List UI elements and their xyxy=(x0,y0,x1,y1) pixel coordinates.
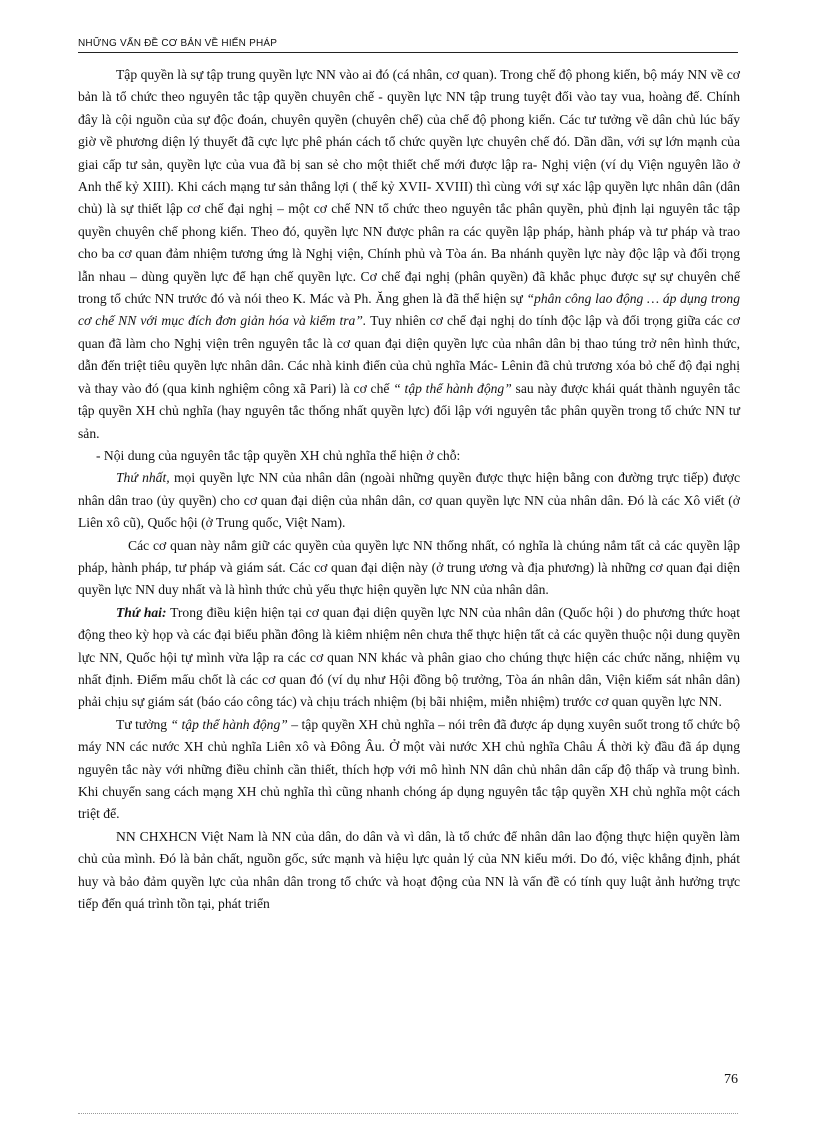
text-segment: “phân công lao động … áp dụng trong cơ chế NN với mục đích đơn giản hóa và kiểm tra”. xyxy=(78,291,741,329)
paragraph xyxy=(78,535,740,602)
paragraph xyxy=(78,826,740,916)
text-segment: “ tập thể hành động” xyxy=(393,380,512,396)
text-segment: Thứ nhất, xyxy=(116,470,170,486)
text-segment: sau này được khái quát thành nguyên tắc tập quyền XH chủ nghĩa (hay nguyên tắc thống nhất quyền lực) đối lập với nguyên tắc phân quyền trong tổ chức NN tư sản. xyxy=(78,380,740,441)
text-segment: Tuy nhiên cơ chế đại nghị do tính độc lập và đối trọng giữa các cơ quan đã làm cho Nghị viện trên nguyên tắc là cơ quan đại diện quyền lực của nhân dân bị thao túng trở nên hình thức, dẫn đến triệt tiêu quyền lực nhân dân. Các nhà kinh điển của chủ nghĩa Mác- Lênin đã chủ trương xóa bỏ chế độ đại nghị và thay vào đó (qua kinh nghiệm công xã Pari) là cơ chế xyxy=(78,313,740,396)
text-segment: – tập quyền XH chủ nghĩa – nói trên đã được áp dụng xuyên suốt trong tổ chức bộ máy NN các nước XH chủ nghĩa Liên xô và Đông Âu. Ở một vài nước XH chủ nghĩa Châu Á thời kỳ đầu đã áp dụng nguyên tắc này với những điều chỉnh cần thiết, thích hợp với mô hình NN dân chủ nhân dân cấp độ thấp và trung bình. Khi chuyển sang cách mạng XH chủ nghĩa thì cũng nhanh chóng áp dụng nguyên tắc tập quyền XH chủ nghĩa một cách triệt để. xyxy=(78,716,741,822)
paragraph xyxy=(78,445,740,467)
text-segment: Thứ hai: xyxy=(116,604,167,620)
text-segment: NN CHXHCN Việt Nam là NN của dân, do dân và vì dân, là tổ chức để nhân dân lao động thực hiện quyền làm chủ của mình. Đó là bản chất, nguồn gốc, sức mạnh và hiệu lực quản lý của NN kiểu mới. Do đó, việc khẳng định, phát huy và bảo đảm quyền lực của nhân dân trong tổ chức và hoạt động của NN là vấn đề có tính quy luật ảnh hưởng trực tiếp đến quá trình tồn tại, phát triển xyxy=(78,828,740,912)
page-number: 76 xyxy=(724,1072,738,1087)
paragraph xyxy=(78,602,740,714)
paragraph xyxy=(78,467,740,534)
text-segment: mọi quyền lực NN của nhân dân (ngoài những quyền được thực hiện bằng con đường trực tiếp) được nhân dân trao (ủy quyền) cho cơ quan đại diện của nhân dân, cơ quan quyền lực NN của nhân dân. Đó là các Xô viết (ở Liên xô cũ), Quốc hội (ở Trung quốc, Việt Nam). xyxy=(78,470,740,531)
running-header: NHỮNG VẤN ĐỀ CƠ BẢN VỀ HIẾN PHÁP xyxy=(78,38,738,53)
text-segment: Tư tưởng xyxy=(116,716,171,732)
text-segment: Tập quyền là sự tập trung quyền lực NN vào ai đó (cá nhân, cơ quan). Trong chế độ phong kiến, bộ máy NN về cơ bản là tổ chức theo nguyên tắc tập quyền chuyên chế - quyền lực NN tập trung tuyệt đối vào tay vua, hoàng đế. Chính đây là cội nguồn của sự độc đoán, chuyên quyền (chuyên chế) của chế độ phong kiến. Các tư tưởng về dân chủ lúc bấy giờ về phương diện lý thuyết đã cực lực phê phán cách tổ chức quyền lực chuyên chế đó. Dần dần, với sự lớn mạnh của giai cấp tư sản, quyền lực của vua đã bị san sẻ cho một thiết chế mới được lập ra- Nghị viện (ví dụ Viện nguyên lão ở Anh thế kỷ XIII). Khi cách mạng tư sản thắng lợi ( thế kỷ XVII- XVIII) thì cùng với sự xác lập quyền lực nhân dân (dân chủ) là sự thiết lập cơ chế đại nghị – một cơ chế NN tổ chức theo nguyên tắc phân quyền, phủ định lại nguyên tắc tập quyền chuyên chế phong kiến. Theo đó, quyền lực NN được phân ra các quyền lập pháp, hành pháp và tư pháp và trao cho ba cơ quan đảm nhiệm tương ứng là Nghị viện, Chính phủ và Tòa án. Ba nhánh quyền lực này độc lập và đối trọng lẫn nhau – dùng quyền lực để hạn chế quyền lực. Cơ chế đại nghị (phân quyền) đã khắc phục được sự sự chuyên chế trong tổ chức NN trước đó và nói theo K. Mác và Ph. Ăng ghen là đã thể hiện sự xyxy=(78,67,740,307)
document-body xyxy=(78,64,740,915)
paragraph xyxy=(78,64,740,445)
paragraph xyxy=(78,714,740,826)
footer-rule xyxy=(78,1113,738,1114)
text-segment: “ tập thể hành động” xyxy=(170,716,288,732)
text-segment: Các cơ quan này nắm giữ các quyền của quyền lực NN thống nhất, có nghĩa là chúng nắm tất cả các quyền lập pháp, hành pháp, tư pháp và giám sát. Các cơ quan đại diện này (ở trung ương và địa phương) là những cơ quan đại diện quyền lực NN duy nhất và là hình thức chủ yếu thực hiện quyền lực NN của nhân dân. xyxy=(78,537,740,598)
text-segment: Trong điều kiện hiện tại cơ quan đại diện quyền lực NN của nhân dân (Quốc hội ) do phương thức hoạt động theo kỳ họp và các đại biểu phần đông là kiêm nhiệm nên chưa thể thực hiện tất cả các quyền thuộc nội dung quyền lực NN, Quốc hội tự mình vừa lập ra các cơ quan NN khác và phân giao cho chúng thực hiện các chức năng, nhiệm vụ nhất định. Điểm mấu chốt là các cơ quan đó (ví dụ như Hội đồng bộ trưởng, Tòa án nhân dân, Viện kiểm sát nhân dân) phải chịu sự giám sát (báo cáo công tác) và chịu trách nhiệm (bị bãi nhiệm, miễn nhiệm) trước cơ quan quyền lực NN. xyxy=(78,604,740,710)
text-segment: - Nội dung của nguyên tắc tập quyền XH chủ nghĩa thể hiện ở chỗ: xyxy=(96,447,461,463)
